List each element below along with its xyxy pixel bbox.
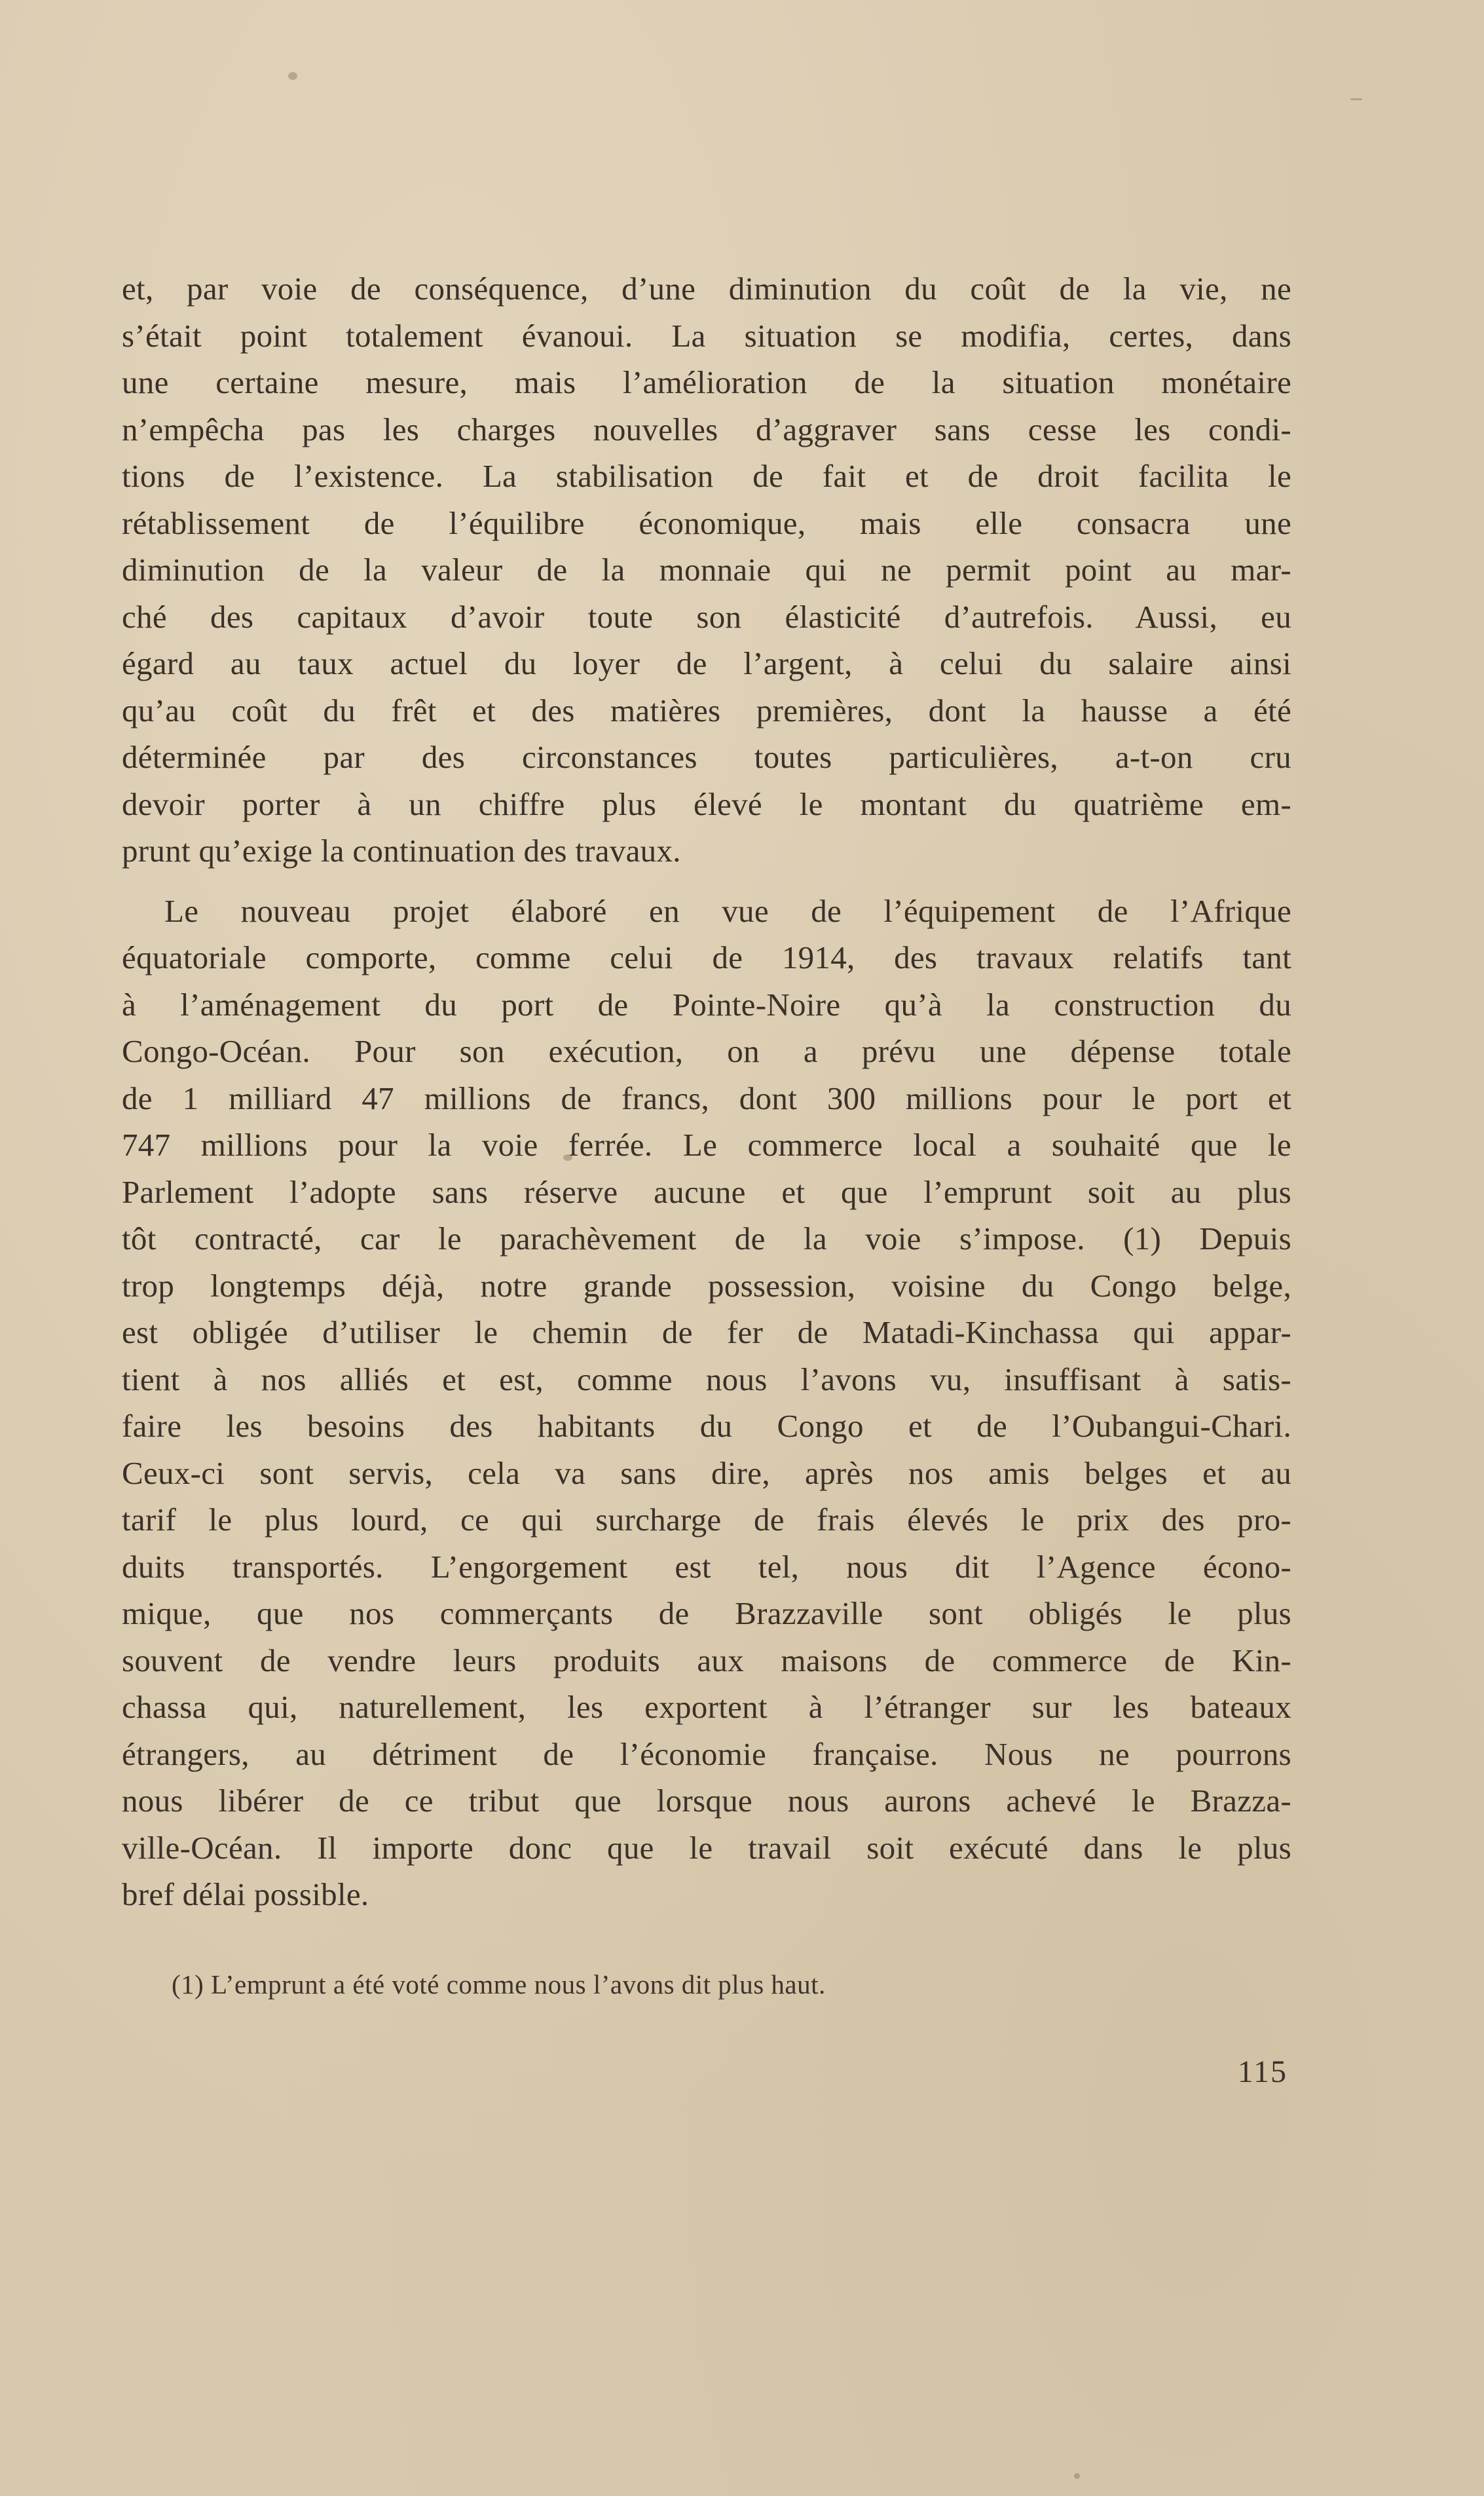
text-line: chassa qui, naturellement, les exportent à l’étranger sur les bateaux	[122, 1689, 1291, 1725]
text-line: n’empêcha pas les charges nouvelles d’aggraver sans cesse les condi-	[122, 411, 1291, 447]
text-line: souvent de vendre leurs produits aux maisons de commerce de Kin-	[122, 1642, 1291, 1678]
text-line: et, par voie de conséquence, d’une diminution du coût de la vie, ne	[122, 271, 1291, 307]
text-line: Congo-Océan. Pour son exécution, on a prévu une dépense totale	[122, 1033, 1291, 1069]
text-line: ché des capitaux d’avoir toute son élasticité d’autrefois. Aussi, eu	[122, 598, 1291, 635]
page-number: 115	[1237, 2054, 1288, 2089]
text-line: étrangers, au détriment de l’économie française. Nous ne pourrons	[122, 1735, 1291, 1772]
text-line: déterminée par des circonstances toutes particulières, a-t-on cru	[122, 739, 1291, 775]
text-line: trop longtemps déjà, notre grande possession, voisine du Congo belge,	[122, 1267, 1291, 1304]
paper-speck	[1350, 98, 1362, 100]
text-line: de 1 milliard 47 millions de francs, dont 300 millions pour le port et	[122, 1080, 1291, 1116]
text-line: Parlement l’adopte sans réserve aucune et que l’emprunt soit au plus	[122, 1173, 1291, 1210]
paper-speck	[288, 72, 297, 80]
paragraph-2	[122, 888, 1291, 1918]
text-line: Ceux-ci sont servis, cela va sans dire, après nos amis belges et au	[122, 1454, 1291, 1491]
paragraph-gap	[122, 875, 1291, 888]
text-line: rétablissement de l’équilibre économique, mais elle consacra une	[122, 504, 1291, 541]
text-line: qu’au coût du frêt et des matières premières, dont la hausse a été	[122, 692, 1291, 728]
text-line: Le nouveau projet élaboré en vue de l’équipement de l’Afrique	[164, 892, 1291, 929]
body-text	[122, 265, 1291, 1918]
text-line: équatoriale comporte, comme celui de 1914, des travaux relatifs tant	[122, 939, 1291, 975]
text-line: prunt qu’exige la continuation des travaux.	[122, 833, 681, 869]
text-line: faire les besoins des habitants du Congo et de l’Oubangui-Chari.	[122, 1408, 1291, 1444]
text-line: est obligée d’utiliser le chemin de fer de Matadi-Kinchassa qui appar-	[122, 1314, 1291, 1350]
paper-speck	[1074, 2473, 1080, 2479]
text-line: tient à nos alliés et est, comme nous l’avons vu, insuffisant à satis-	[122, 1361, 1291, 1397]
text-line: 747 millions pour la voie ferrée. Le commerce local a souhaité que le	[122, 1127, 1291, 1163]
text-line: égard au taux actuel du loyer de l’argent, à celui du salaire ainsi	[122, 645, 1291, 681]
text-line: s’était point totalement évanoui. La situation se modifia, certes, dans	[122, 317, 1291, 354]
text-line: ville-Océan. Il importe donc que le travail soit exécuté dans le plus	[122, 1829, 1291, 1866]
text-line: bref délai possible.	[122, 1876, 369, 1912]
text-line: mique, que nos commerçants de Brazzaville sont obligés le plus	[122, 1595, 1291, 1631]
text-line: tôt contracté, car le parachèvement de la voie s’impose. (1) Depuis	[122, 1220, 1291, 1257]
text-line: tarif le plus lourd, ce qui surcharge de frais élevés le prix des pro-	[122, 1502, 1291, 1538]
text-line: devoir porter à un chiffre plus élevé le montant du quatrième em-	[122, 785, 1291, 822]
text-line: diminution de la valeur de la monnaie qui ne permit point au mar-	[122, 552, 1291, 588]
text-line: une certaine mesure, mais l’amélioration de la situation monétaire	[122, 364, 1291, 400]
text-line: tions de l’existence. La stabilisation de fait et de droit facilita le	[122, 458, 1291, 494]
text-line: à l’aménagement du port de Pointe-Noire qu’à la construction du	[122, 986, 1291, 1023]
text-line: duits transportés. L’engorgement est tel, nous dit l’Agence écono-	[122, 1548, 1291, 1585]
footnote: (1) L’emprunt a été voté comme nous l’avons dit plus haut.	[172, 1969, 826, 1999]
paragraph-1	[122, 265, 1291, 875]
text-line: nous libérer de ce tribut que lorsque nous aurons achevé le Brazza-	[122, 1783, 1291, 1819]
